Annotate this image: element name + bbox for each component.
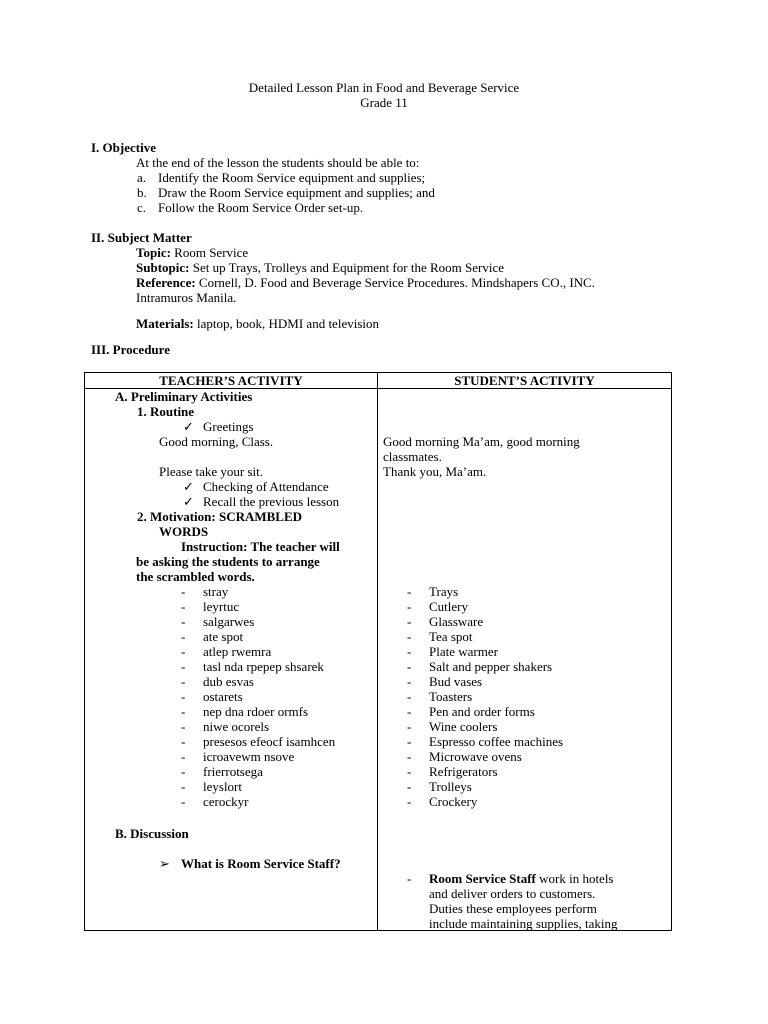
check-icon: ✓	[183, 479, 194, 494]
reference-value: Cornell, D. Food and Beverage Service Procedures. Mindshapers CO., INC.	[198, 275, 595, 290]
answer-word-item: Toasters	[429, 689, 473, 704]
instruction-line-3: the scrambled words.	[136, 569, 255, 584]
scrambled-word-item: stray	[203, 584, 229, 599]
scrambled-word-item: dub esvas	[203, 674, 254, 689]
list-dash: -	[181, 674, 186, 689]
list-dash: -	[181, 719, 186, 734]
materials-line	[136, 316, 379, 331]
document-title: Detailed Lesson Plan in Food and Beverage Service	[248, 80, 520, 95]
attendance-item: Checking of Attendance	[203, 479, 329, 494]
list-dash: -	[407, 644, 412, 659]
objective-intro: At the end of the lesson the students should be able to:	[136, 155, 420, 170]
answer-word-item: Trays	[429, 584, 459, 599]
arrow-bullet-icon: ➢	[159, 856, 170, 871]
reference-label: Reference:	[136, 275, 196, 290]
scrambled-word-item: icroavewm nsove	[203, 749, 295, 764]
scrambled-word-item: ate spot	[203, 629, 244, 644]
topic-value: Room Service	[174, 245, 249, 260]
discussion-answer-1	[429, 871, 614, 886]
list-dash: -	[407, 614, 412, 629]
list-dash: -	[181, 779, 186, 794]
scrambled-word-item: ostarets	[203, 689, 243, 704]
answer-dash: -	[407, 871, 412, 886]
answer-word-item: Salt and pepper shakers	[429, 659, 553, 674]
answer-word-item: Glassware	[429, 614, 484, 629]
teacher-column	[85, 389, 378, 931]
discussion-answer-2: and deliver orders to customers.	[429, 886, 596, 901]
greetings-item: Greetings	[203, 419, 254, 434]
topic-label: Topic:	[136, 245, 171, 260]
materials-label: Materials:	[136, 316, 194, 331]
answer-word-item: Plate warmer	[429, 644, 498, 659]
list-dash: -	[407, 629, 412, 644]
discussion-question: What is Room Service Staff?	[181, 856, 341, 871]
procedure-table	[84, 372, 672, 931]
objective-item-c-letter: c.	[137, 200, 147, 215]
student-greeting-1: Good morning Ma’am, good morning	[383, 434, 580, 449]
objective-heading: I. Objective	[91, 140, 156, 155]
answer-word-item: Tea spot	[429, 629, 473, 644]
recall-item: Recall the previous lesson	[203, 494, 340, 509]
list-dash: -	[407, 674, 412, 689]
procedure-heading: III. Procedure	[91, 342, 170, 357]
scrambled-word-item: tasl nda rpepep shsarek	[203, 659, 324, 674]
list-dash: -	[181, 749, 186, 764]
list-dash: -	[407, 719, 412, 734]
motivation-heading: 2. Motivation: SCRAMBLED	[137, 509, 303, 524]
answer-word-item: Trolleys	[429, 779, 472, 794]
objective-item-b-letter: b.	[137, 185, 147, 200]
answer-word-item: Espresso coffee machines	[429, 734, 564, 749]
list-dash: -	[407, 749, 412, 764]
answer-word-item: Bud vases	[429, 674, 483, 689]
scrambled-word-item: leyrtuc	[203, 599, 240, 614]
reference-continuation: Intramuros Manila.	[136, 290, 237, 305]
table-header-row	[85, 373, 672, 389]
discussion-heading: B. Discussion	[115, 826, 189, 841]
student-column	[378, 389, 672, 931]
list-dash: -	[407, 764, 412, 779]
document-grade: Grade 11	[360, 95, 408, 110]
student-thanks: Thank you, Ma’am.	[383, 464, 487, 479]
subtopic-label: Subtopic:	[136, 260, 190, 275]
list-dash: -	[181, 734, 186, 749]
discussion-answer-3: Duties these employees perform	[429, 901, 597, 916]
objective-item-b: Draw the Room Service equipment and supplies; and	[158, 185, 435, 200]
reference-line	[136, 275, 595, 290]
list-dash: -	[181, 689, 186, 704]
list-dash: -	[407, 734, 412, 749]
list-dash: -	[407, 584, 412, 599]
list-dash: -	[181, 584, 186, 599]
topic-line	[136, 245, 248, 260]
table-body-row	[85, 389, 672, 931]
objective-item-c: Follow the Room Service Order set-up.	[158, 200, 364, 215]
list-dash: -	[181, 704, 186, 719]
subtopic-line	[136, 260, 504, 275]
student-activity-header: STUDENT’S ACTIVITY	[378, 373, 672, 389]
list-dash: -	[181, 794, 186, 809]
answer-bold: Room Service Staff	[429, 871, 536, 886]
answer-word-item: Crockery	[429, 794, 478, 809]
answer-word-item: Wine coolers	[429, 719, 498, 734]
routine-heading: 1. Routine	[137, 404, 195, 419]
answer-word-item: Microwave ovens	[429, 749, 522, 764]
list-dash: -	[181, 629, 186, 644]
scrambled-word-item: nep dna rdoer ormfs	[203, 704, 309, 719]
teacher-sit: Please take your sit.	[159, 464, 263, 479]
objective-item-a-letter: a.	[137, 170, 147, 185]
check-icon: ✓	[183, 494, 194, 509]
subtopic-value: Set up Trays, Trolleys and Equipment for the Room Service	[192, 260, 504, 275]
preliminary-activities: A. Preliminary Activities	[115, 389, 253, 404]
teacher-greeting: Good morning, Class.	[159, 434, 274, 449]
instruction-line-1: Instruction: The teacher will	[181, 539, 340, 554]
motivation-heading-cont: WORDS	[159, 524, 209, 539]
answer-word-item: Pen and order forms	[429, 704, 535, 719]
list-dash: -	[407, 779, 412, 794]
scrambled-word-item: cerockyr	[203, 794, 249, 809]
list-dash: -	[407, 794, 412, 809]
teacher-activity-header: TEACHER’S ACTIVITY	[85, 373, 378, 389]
answer-word-item: Cutlery	[429, 599, 468, 614]
materials-value: laptop, book, HDMI and television	[197, 316, 379, 331]
subject-matter-heading: II. Subject Matter	[91, 230, 192, 245]
scrambled-word-item: presesos efeocf isamhcen	[203, 734, 336, 749]
answer-word-item: Refrigerators	[429, 764, 498, 779]
student-greeting-2: classmates.	[383, 449, 442, 464]
list-dash: -	[407, 704, 412, 719]
list-dash: -	[181, 614, 186, 629]
scrambled-word-item: niwe ocorels	[203, 719, 270, 734]
list-dash: -	[181, 644, 186, 659]
scrambled-word-item: leyslort	[203, 779, 242, 794]
check-icon: ✓	[183, 419, 194, 434]
list-dash: -	[181, 599, 186, 614]
objective-item-a: Identify the Room Service equipment and supplies;	[158, 170, 426, 185]
scrambled-word-item: frierrotsega	[203, 764, 263, 779]
list-dash: -	[407, 689, 412, 704]
scrambled-word-item: atlep rwemra	[203, 644, 272, 659]
list-dash: -	[407, 599, 412, 614]
answer-text: work in hotels	[535, 871, 614, 886]
instruction-line-2: be asking the students to arrange	[136, 554, 320, 569]
list-dash: -	[181, 659, 186, 674]
list-dash: -	[407, 659, 412, 674]
list-dash: -	[181, 764, 186, 779]
scrambled-word-item: salgarwes	[203, 614, 255, 629]
discussion-answer-4: include maintaining supplies, taking	[429, 916, 618, 931]
